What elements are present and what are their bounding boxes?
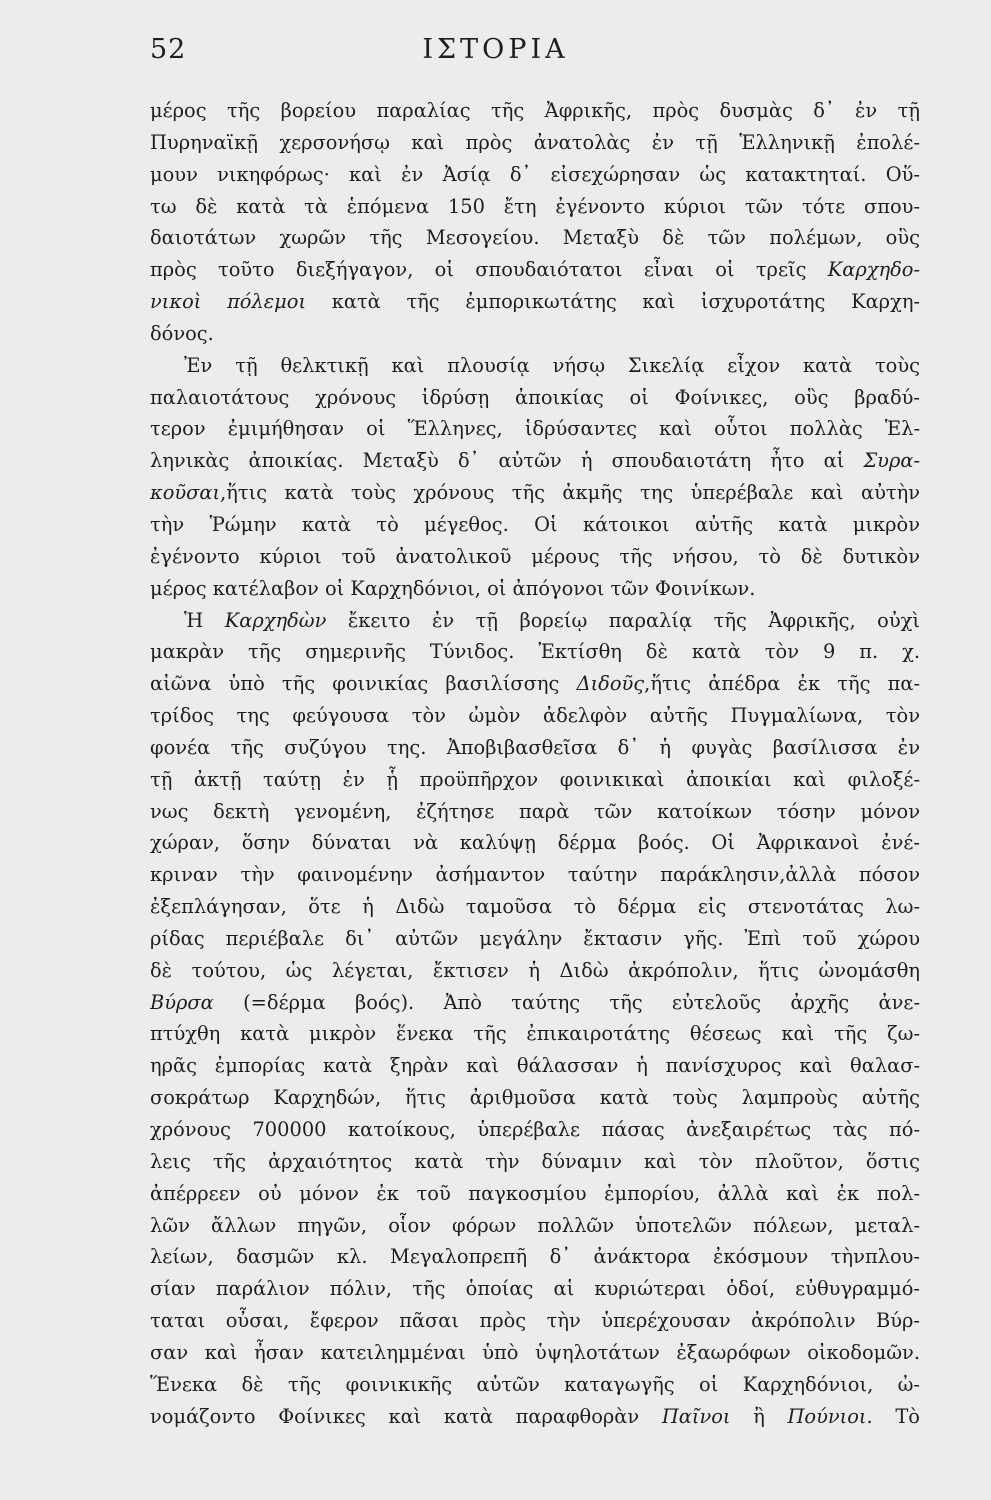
text-run: λείων, δασμῶν κλ. Μεγαλοπρεπῆ δ᾽ ἀνάκτορα ἐκόσμουν τὴνπλου- <box>150 1245 920 1269</box>
text-run: πτύχθη κατὰ μικρὸν ἕνεκα τῆς ἐπικαιροτάτης θέσεως καὶ τῆς ζω- <box>150 1022 920 1046</box>
text-line <box>150 1401 920 1433</box>
text-line <box>150 445 920 477</box>
text-line <box>150 1369 920 1401</box>
text-run: ταται οὖσαι, ἔφερον πᾶσαι πρὸς τὴν ὑπερέχουσαν ἀκρόπολιν Βύρ- <box>150 1309 920 1333</box>
text-run: δόνος. <box>150 321 214 345</box>
italic-text: Καρχηδο- <box>827 258 920 282</box>
text-run: νομάζοντο Φοίνικες καὶ κατὰ παραφθορὰν <box>150 1404 662 1428</box>
text-run: λεις τῆς ἀρχαιότητος κατὰ τὴν δύναμιν καὶ τὸν πλοῦτον, ὅστις <box>150 1149 920 1173</box>
text-run: ἐξεπλάγησαν, ὅτε ἡ Διδὼ ταμοῦσα τὸ δέρμα εἰς στενοτάτας λω- <box>150 895 920 919</box>
text-line <box>150 413 920 445</box>
page-header <box>0 28 991 78</box>
text-run: ,ἥτις κατὰ τοὺς χρόνους τῆς ἀκμῆς της ὑπερέβαλε καὶ αὐτὴν <box>220 481 920 505</box>
text-run: μέρος κατέλαβον οἱ Καρχηδόνιοι, οἱ ἀπόγονοι τῶν Φοινίκων. <box>150 576 756 600</box>
italic-text: νικοὶ πόλεμοι <box>150 290 307 314</box>
italic-text: Πούνιοι. <box>787 1404 873 1428</box>
text-run: σοκράτωρ Καρχηδών, ἥτις ἀριθμοῦσα κατὰ τοὺς λαμπροὺς αὐτῆς <box>150 1086 920 1110</box>
text-line <box>150 923 920 955</box>
text-line <box>150 1082 920 1114</box>
text-run: Πυρηναϊκῇ χερσονήσῳ καὶ πρὸς ἀνατολὰς ἐν τῇ Ἑλληνικῇ ἐπολέ- <box>150 130 920 154</box>
text-run: χρόνους 700000 κατοίκους, ὑπερέβαλε πάσας ἀνεξαιρέτως τὰς πό- <box>150 1118 920 1141</box>
text-line <box>150 222 920 254</box>
text-line <box>150 1241 920 1273</box>
text-line <box>150 382 920 414</box>
text-run: ἔκειτο ἐν τῇ βορείῳ παραλίᾳ τῆς Ἀφρικῆς, οὐχὶ <box>326 608 920 632</box>
text-line <box>150 636 920 668</box>
text-run: παλαιοτάτους χρόνους ἱδρύσῃ ἀποικίας οἱ Φοίνικες, οὓς βραδύ- <box>150 385 920 409</box>
text-line <box>150 1305 920 1337</box>
text-run: τῇ ἀκτῇ ταύτῃ ἐν ᾗ προϋπῆρχον φοινικικαὶ ἀποικίαι καὶ φιλοξέ- <box>150 767 920 791</box>
italic-text: Συρα- <box>863 449 920 473</box>
text-run: κριναν τὴν φαινομένην ἀσήμαντον ταύτην παράκλησιν,ἀλλὰ πόσον <box>150 863 920 887</box>
text-run: (=δέρμα βοός). Ἀπὸ ταύτης τῆς εὐτελοῦς ἀρχῆς ἀνε- <box>213 990 920 1014</box>
text-run: ηρᾶς ἐμπορίας κατὰ ξηρὰν καὶ θάλασσαν ἡ πανίσχυρος καὶ θαλασ- <box>150 1054 920 1078</box>
text-line <box>150 1210 920 1242</box>
text-run: ἐγένοντο κύριοι τοῦ ἀνατολικοῦ μέρους τῆς νήσου, τὸ δὲ δυτικὸν <box>150 544 920 568</box>
text-line <box>150 254 920 286</box>
text-run: ληνικὰς ἀποικίας. Μεταξὺ δ᾽ αὐτῶν ἡ σπουδαιοτάτη ἦτο αἱ <box>150 449 864 473</box>
text-run: ἢ <box>730 1404 788 1428</box>
text-run: σαν καὶ ἦσαν κατειλημμέναι ὑπὸ ὑψηλοτάτων ἐξαωρόφων οἰκοδομῶν. <box>150 1340 920 1364</box>
text-line <box>150 541 920 573</box>
text-line <box>150 732 920 764</box>
italic-text: Βύρσα <box>150 990 214 1014</box>
text-run: ρίδας περιέβαλε δι᾽ αὐτῶν μεγάλην ἔκτασιν γῆς. Ἐπὶ τοῦ χώρου <box>150 926 920 950</box>
text-run: λῶν ἄλλων πηγῶν, οἷον φόρων πολλῶν ὑποτελῶν πόλεων, μεταλ- <box>150 1213 920 1237</box>
text-run: δὲ τούτου, ὡς λέγεται, ἔκτισεν ἡ Διδὼ ἀκρόπολιν, ἥτις ὠνομάσθη <box>150 958 920 982</box>
text-run: τὴν Ῥώμην κατὰ τὸ μέγεθος. Οἱ κάτοικοι αὐτῆς κατὰ μικρὸν <box>150 512 920 536</box>
text-run: μέρος τῆς βορείου παραλίας τῆς Ἀφρικῆς, πρὸς δυσμὰς δ᾽ ἐν τῇ <box>150 99 920 122</box>
text-line <box>150 1050 920 1082</box>
text-line <box>150 796 920 828</box>
text-line <box>150 573 920 605</box>
page-number: 52 <box>150 34 187 65</box>
text-line <box>150 700 920 732</box>
text-line <box>150 1178 920 1210</box>
text-run: μουν νικηφόρως· καὶ ἐν Ἀσίᾳ δ᾽ εἰσεχώρησαν ὡς κατακτηταί. Οὕ- <box>150 162 920 186</box>
text-run: χώραν, ὅσην δύναται νὰ καλύψῃ δέρμα βοός. Οἱ Ἀφρικανοὶ ἐνέ- <box>150 831 920 855</box>
text-line <box>150 350 920 382</box>
text-line <box>150 859 920 891</box>
text-line <box>150 605 920 637</box>
text-run: Ἡ <box>184 608 225 632</box>
text-run: Ἕνεκα δὲ τῆς φοινικικῆς αὐτῶν καταγωγῆς οἱ Καρχηδόνιοι, ὠ- <box>150 1372 920 1396</box>
text-line <box>150 827 920 859</box>
text-run: αἰῶνα ὑπὸ τῆς φοινικίας βασιλίσσης <box>150 672 577 696</box>
text-line <box>150 891 920 923</box>
text-line <box>150 1273 920 1305</box>
running-title: ΙΣΤΟΡΙΑ <box>422 34 569 65</box>
text-run: μακρὰν τῆς σημερινῆς Τύνιδος. Ἐκτίσθη δὲ κατὰ τὸν 9 π. χ. <box>150 640 920 664</box>
text-line <box>150 1337 920 1369</box>
text-line <box>150 955 920 987</box>
text-run: δαιοτάτων χωρῶν τῆς Μεσογείου. Μεταξὺ δὲ τῶν πολέμων, οὓς <box>150 226 920 250</box>
text-line <box>150 509 920 541</box>
italic-text: Καρχηδὼν <box>224 608 327 632</box>
text-line <box>150 477 920 509</box>
italic-text: Παῖνοι <box>661 1404 731 1428</box>
body-text <box>150 95 920 1432</box>
text-line <box>150 1114 920 1146</box>
text-line <box>150 159 920 191</box>
text-run: ἀπέρρεεν οὐ μόνον ἐκ τοῦ παγκοσμίου ἐμπορίου, ἀλλὰ καὶ ἐκ πολ- <box>150 1181 920 1205</box>
text-line <box>150 286 920 318</box>
text-line <box>150 191 920 223</box>
text-run: σίαν παράλιον πόλιν, τῆς ὁποίας αἱ κυριώτεραι ὁδοί, εὐθυγραμμό- <box>150 1277 920 1301</box>
text-run: τερον ἐμιμήθησαν οἱ Ἕλληνες, ἱδρύσαντες καὶ οὗτοι πολλὰς Ἑλ- <box>150 417 920 441</box>
text-run: πρὸς τοῦτο διεξήγαγον, οἱ σπουδαιότατοι εἶναι οἱ τρεῖς <box>150 258 828 282</box>
text-run: ,ἥτις ἀπέδρα ἐκ τῆς πα- <box>644 672 920 696</box>
text-run: φονέα τῆς συζύγου της. Ἀποβιβασθεῖσα δ᾽ ἡ φυγὰς βασίλισσα ἐν <box>150 735 920 759</box>
text-line <box>150 1018 920 1050</box>
text-line <box>150 987 920 1019</box>
text-line <box>150 127 920 159</box>
text-run: Ἐν τῇ θελκτικῇ καὶ πλουσίᾳ νήσῳ Σικελίᾳ εἶχον κατὰ τοὺς <box>184 353 920 377</box>
text-line <box>150 764 920 796</box>
text-run: Τὸ <box>872 1404 920 1428</box>
text-line <box>150 668 920 700</box>
text-run: νως δεκτὴ γενομένη, ἐζήτησε παρὰ τῶν κατοίκων τόσην μόνον <box>150 799 920 823</box>
text-run: τω δὲ κατὰ τὰ ἑπόμενα 150 ἔτη ἐγένοντο κύριοι τῶν τότε σπου- <box>150 194 920 218</box>
text-run: τρίδος της φεύγουσα τὸν ὠμὸν ἀδελφὸν αὐτῆς Πυγμαλίωνα, τὸν <box>150 704 920 728</box>
italic-text: κοῦσαι <box>150 481 221 505</box>
text-run: κατὰ τῆς ἐμπορικωτάτης καὶ ἰσχυροτάτης Καρχη- <box>306 290 920 314</box>
text-line <box>150 95 920 127</box>
italic-text: Διδοῦς <box>576 672 645 696</box>
text-line <box>150 1146 920 1178</box>
text-line <box>150 318 920 350</box>
